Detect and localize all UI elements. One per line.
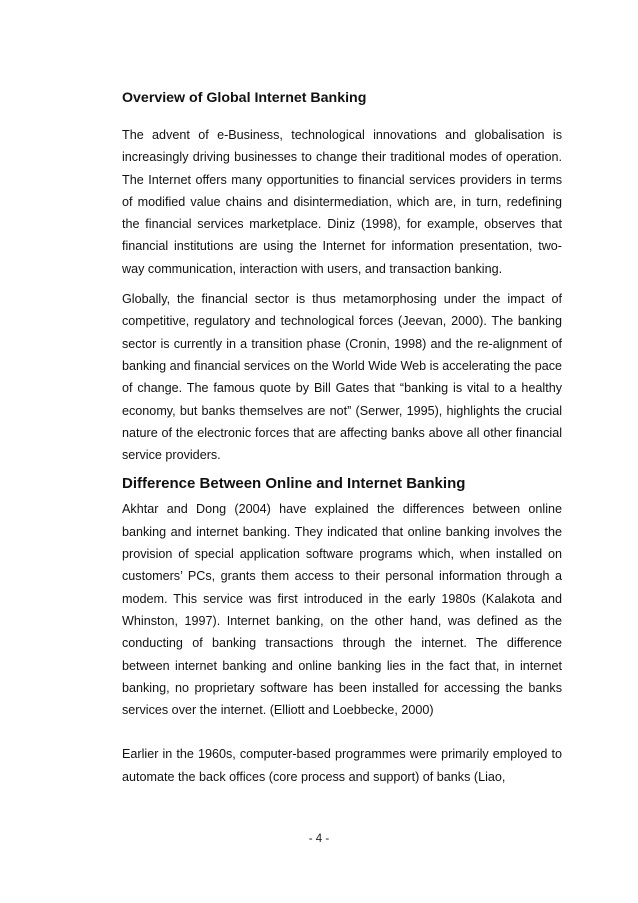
paragraph-earlier-in-1960s: Earlier in the 1960s, computer-based programmes were primarily employed to automate the back offices (core process and support) of banks (Liao,: [122, 747, 562, 784]
section-heading-overview: Overview of Global Internet Banking: [122, 90, 367, 106]
paragraph-advent-of-ebusiness: The advent of e-Business, technological innovations and globalisation is increasingly driving businesses to change their traditional modes of operation. The Internet offers many opportunities to financial services providers in terms of modified value chains and disintermediation, which are, in turn, redefining the financial services marketplace. Diniz (1998), for example, observes that financial institutions are using the Internet for information presentation, two-way communication, interaction with users, and transaction banking.: [122, 128, 562, 276]
paragraph-globally-financial-sector: Globally, the financial sector is thus metamorphosing under the impact of competitive, regulatory and technological forces (Jeevan, 2000). The banking sector is currently in a transition phase (Cronin, 1998) and the re-alignment of banking and financial services on the World Wide Web is accelerating the pace of change. The famous quote by Bill Gates that “banking is vital to a healthy economy, but banks themselves are not” (Serwer, 1995), highlights the crucial nature of the electronic forces that are affecting banks above all other financial service providers.: [122, 292, 562, 463]
paragraph-akhtar-and-dong: Akhtar and Dong (2004) have explained the differences between online banking and internet banking. They indicated that online banking involves the provision of special application software programs which, when installed on customers’ PCs, grants them access to their personal information through a modem. This service was first introduced in the early 1980s (Kalakota and Whinston, 1997). Internet banking, on the other hand, was defined as the conducting of banking transactions through the internet. The difference between internet banking and online banking lies in the fact that, in internet banking, no proprietary software has been installed for accessing the banks services over the internet. (Elliott and Loebbecke, 2000): [122, 502, 562, 718]
page-content: [122, 88, 562, 788]
section-heading-difference: Difference Between Online and Internet Banking: [122, 475, 466, 493]
page-number: - 4 -: [308, 833, 330, 845]
